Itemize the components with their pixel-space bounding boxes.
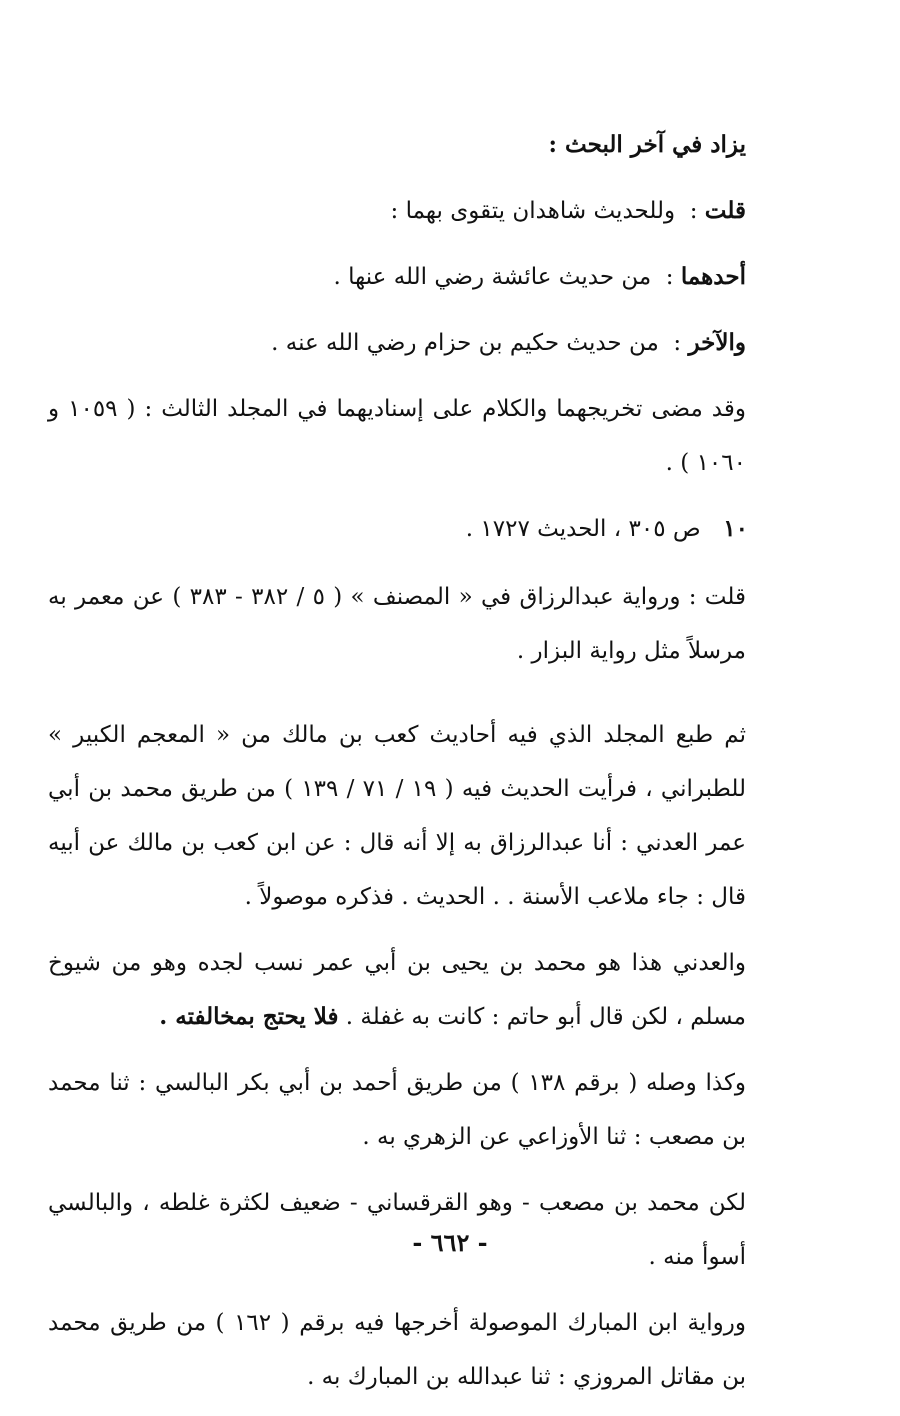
adani-text: والعدني هذا هو محمد بن يحيى بن أبي عمر نسب لجده وهو من شيوخ مسلم ، لكن قال أبو حاتم : كانت به غفلة .	[40, 950, 746, 1030]
statement-text: : وللحديث شاهدان يتقوى بهما :	[390, 198, 705, 224]
adani-paragraph	[40, 936, 808, 1044]
adani-conclusion: فلا يحتج بمخالفته .	[159, 1003, 339, 1030]
cross-reference-paragraph: وقد مضى تخريجهما والكلام على إسناديهما في المجلد الثالث : ( ١٠٥٩ و ١٠٦٠ ) .	[40, 396, 746, 476]
qult-label: قلت	[704, 197, 746, 224]
page-number: - ٦٦٢ -	[412, 1228, 488, 1257]
second-witness-text: : من حديث حكيم بن حزام رضي الله عنه .	[271, 330, 689, 356]
page-body	[40, 118, 808, 1416]
statement-line	[48, 184, 808, 238]
second-witness-line	[48, 316, 808, 370]
first-witness-text: : من حديث عائشة رضي الله عنها .	[333, 264, 681, 290]
balisi-paragraph: وكذا وصله ( برقم ١٣٨ ) من طريق أحمد بن أبي بكر البالسي : ثنا محمد بن مصعب : ثنا الأوزاعي عن الزهري به .	[40, 1070, 746, 1150]
note-reference: ص ٣٠٥ ، الحديث ١٧٢٧ .	[465, 516, 701, 542]
mubarak-paragraph: ورواية ابن المبارك الموصولة أخرجها فيه برقم ( ١٦٢ ) من طريق محمد بن مقاتل المروزي : ثنا عبدالله بن المبارك به .	[40, 1310, 746, 1390]
note-entry	[48, 502, 808, 556]
tabarani-paragraph: ثم طبع المجلد الذي فيه أحاديث كعب بن مالك من « المعجم الكبير » للطبراني ، فرأيت الحديث فيه ( ١٩ / ٧١ / ١٣٩ ) من طريق محمد بن أبي عمر العدني : أنا عبدالرزاق به إلا أنه قال : عن ابن كعب بن مالك عن أبيه قال : جاء ملاعب الأسنة . . الحديث . فذكره موصولاً .	[40, 722, 747, 910]
first-witness-label: أحدهما	[680, 263, 746, 290]
heading-line	[48, 118, 808, 172]
musannaf-paragraph: قلت : ورواية عبدالرزاق في « المصنف » ( ٥ / ٣٨٢ - ٣٨٣ ) عن معمر به مرسلاً مثل رواية البزار .	[40, 584, 747, 664]
first-witness-line	[48, 250, 808, 304]
note-number: ١٠	[723, 515, 748, 542]
musab-paragraph: لكن محمد بن مصعب - وهو القرقساني - ضعيف لكثرة غلطه ، والبالسي أسوأ منه .	[40, 1190, 746, 1270]
second-witness-label: والآخر	[688, 329, 746, 356]
addition-heading: يزاد في آخر البحث :	[548, 131, 746, 158]
section-gap	[48, 690, 808, 708]
